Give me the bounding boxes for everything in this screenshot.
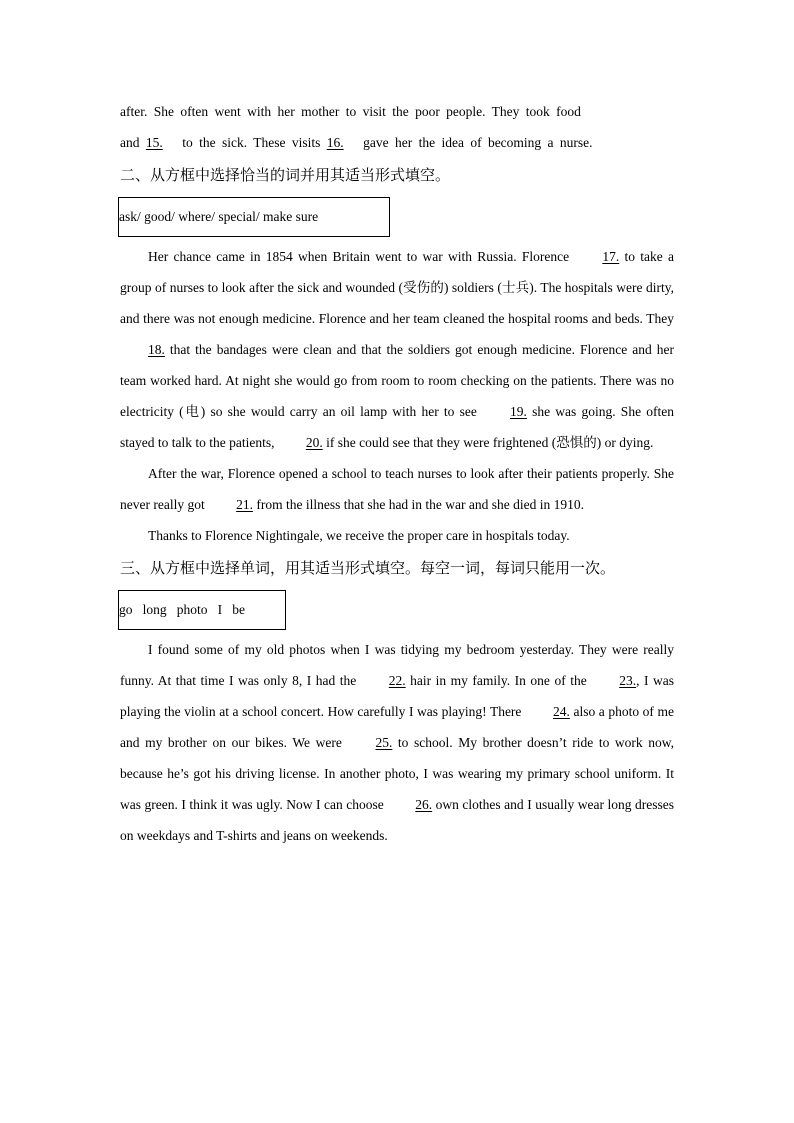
blank-17[interactable]: 17. xyxy=(602,249,620,264)
blank-23[interactable]: 23. xyxy=(619,673,637,688)
intro-paragraph: after. She often went with her mother to visit the poor people. They took food and 15. to the sick. These visits 16. gave her the idea of becoming a nurse. xyxy=(120,96,674,158)
blank-18[interactable]: 18. xyxy=(148,342,165,357)
section3-heading: 三、从方框中选择单词，用其适当形式填空。每空一词，每词只能用一次。 xyxy=(120,559,616,577)
blank-21[interactable]: 21. xyxy=(236,497,253,512)
section2-heading: 二、从方框中选择恰当的词并用其适当形式填空。 xyxy=(120,166,451,184)
blank-22[interactable]: 22. xyxy=(388,673,406,688)
blank-16[interactable]: 16. xyxy=(326,135,344,150)
intro-line1: after. She often went with her mother to visit the poor people. They took food xyxy=(120,104,581,119)
section3-paragraph: I found some of my old photos when I was tidying my bedroom yesterday. They were really funny. At that time I was only 8, I had the 22. hair in my family. In one of the 23., I was playing the violin at a school concert. How carefully I was playing! There 24. also a photo of me and my brother on our bikes. We were 25. to school. My brother doesn’t ride to work now, because he’s got his driving license. In another photo, I was wearing my primary school uniform. It was green. I think it was ugly. Now I can choose 26. own clothes and I usually wear long dresses on weekdays and T-shirts and jeans on weekends. xyxy=(120,642,675,843)
blank-19[interactable]: 19. xyxy=(510,404,527,419)
blank-15[interactable]: 15. xyxy=(145,135,163,150)
blank-20[interactable]: 20. xyxy=(305,435,323,450)
section2-word-box xyxy=(118,197,390,237)
section3-word-list: go long photo I be xyxy=(119,602,245,617)
section2-paragraph-2: After the war, Florence opened a school to teach nurses to look after their patients properly. She never really got 21. from the illness that she had in the war and she died in 1910. xyxy=(120,458,674,520)
section2-word-list: ask/ good/ where/ special/ make sure xyxy=(119,209,319,224)
section3-word-box xyxy=(118,590,286,630)
blank-25[interactable]: 25. xyxy=(375,735,393,750)
blank-26[interactable]: 26. xyxy=(415,797,433,812)
section2-paragraph-3: Thanks to Florence Nightingale, we receive the proper care in hospitals today. xyxy=(148,528,570,543)
section2-paragraph-1: Her chance came in 1854 when Britain went to war with Russia. Florence 17. to take a group of nurses to look after the sick and wounded (受伤的) soldiers (士兵). The hospitals were dirty, and there was not enough medicine. Florence and her team cleaned the hospital rooms and beds. They 18. that the bandages were clean and that the soldiers got enough medicine. Florence and her team worked hard. At night she would go from room to room checking on the patients. There was no electricity (电) so she would carry an oil lamp with her to see 19. she was going. She often stayed to talk to the patients, 20. if she could see that they were frightened (恐惧的) or dying. xyxy=(120,241,674,458)
blank-24[interactable]: 24. xyxy=(553,704,570,719)
worksheet-page xyxy=(120,96,674,851)
